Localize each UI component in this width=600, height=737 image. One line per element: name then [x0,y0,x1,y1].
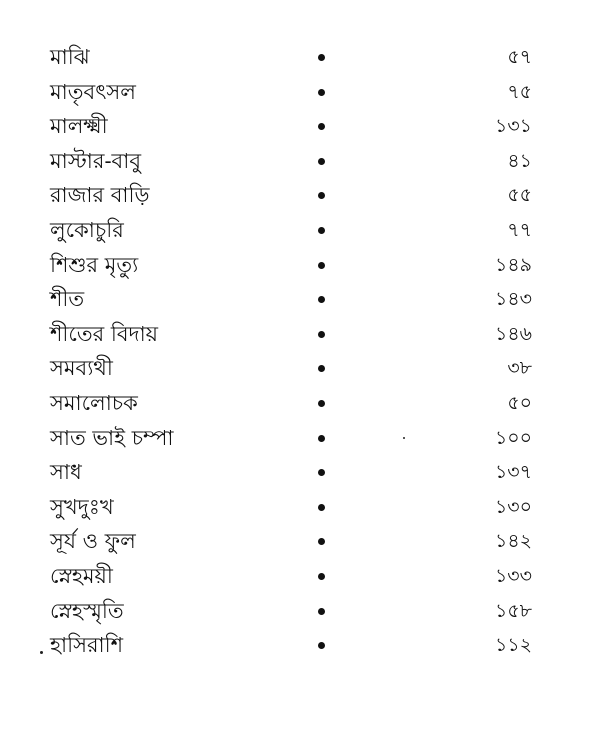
toc-entry [0,144,600,179]
bullet-icon [318,435,325,442]
entry-page-number: ১৫৮ [495,599,532,622]
entry-title: স্নেহস্মৃতি [50,598,124,623]
bullet-icon [318,573,325,580]
entry-page-number: ১৪৯ [495,253,532,276]
toc-entry [0,213,600,248]
toc-entry [0,351,600,386]
entry-page-number: ১০০ [494,426,532,449]
bullet-icon [318,608,325,615]
entry-title: রাজার বাড়ি [50,183,150,208]
toc-entry [0,40,600,75]
entry-title: স্নেহময়ী [50,563,113,588]
toc-entry [0,317,600,352]
entry-page-number: ১৪২ [494,530,532,553]
bullet-icon [318,400,325,407]
toc-entry [0,421,600,456]
toc-entry [0,178,600,213]
bullet-icon [318,89,325,96]
toc-entry [0,490,600,525]
entry-page-number: ৪১ [507,149,532,172]
entry-title: সুখদুঃখ [50,494,114,519]
entry-page-number: ১৩৩ [494,564,532,587]
bullet-icon [318,365,325,372]
entry-page-number: ৩৮ [507,357,532,380]
toc-entry [0,75,600,110]
entry-title: মাঝি [50,45,90,69]
entry-title: মাতৃবৎসল [50,79,136,104]
toc-entry [0,248,600,283]
scan-speck [40,651,43,654]
scan-speck [403,437,405,439]
entry-title: মালক্ষ্মী [50,114,108,139]
toc-entry [0,386,600,421]
toc-entry [0,455,600,490]
bullet-icon [318,123,325,130]
bullet-icon [318,192,325,199]
entry-title: হাসিরাশি [50,633,124,658]
entry-page-number: ৭৫ [507,80,532,103]
bullet-icon [318,262,325,269]
entry-title: শিশুর মৃত্যু [50,252,139,277]
bullet-icon [318,54,325,61]
toc-entry [0,559,600,594]
entry-title: শীত [50,287,85,312]
entry-title: সাত ভাই চম্পা [50,425,174,450]
entry-page-number: ১৩৭ [494,461,532,484]
bullet-icon [318,331,325,338]
entry-title: মাস্টার-বাবু [50,148,142,173]
entry-title: লুকোচুরি [50,217,124,242]
toc-entry [0,109,600,144]
entry-page-number: ১১২ [494,634,532,657]
entry-title: সমালোচক [50,390,138,415]
bullet-icon [318,469,325,476]
toc-entry [0,524,600,559]
bullet-icon [318,642,325,649]
bullet-icon [318,538,325,545]
toc-entry [0,594,600,629]
toc-entry [0,282,600,317]
entry-page-number: ১৪৬ [494,322,532,345]
entry-page-number: ১৪৩ [494,288,532,311]
bullet-icon [318,504,325,511]
entry-page-number: ১৩১ [494,115,532,138]
table-of-contents [0,40,600,663]
entry-title: শীতের বিদায় [50,321,159,346]
entry-page-number: ৫০ [507,391,532,414]
toc-entry [0,628,600,663]
bullet-icon [318,227,325,234]
bullet-icon [318,296,325,303]
entry-page-number: ৫৫ [507,184,532,207]
bullet-icon [318,158,325,165]
entry-title: সাধ [50,460,82,485]
entry-page-number: ৭৭ [507,218,532,241]
entry-title: সূর্য ও ফুল [50,529,136,554]
entry-title: সমব্যথী [50,356,113,381]
entry-page-number: ১৩০ [494,495,532,518]
entry-page-number: ৫৭ [507,46,532,68]
